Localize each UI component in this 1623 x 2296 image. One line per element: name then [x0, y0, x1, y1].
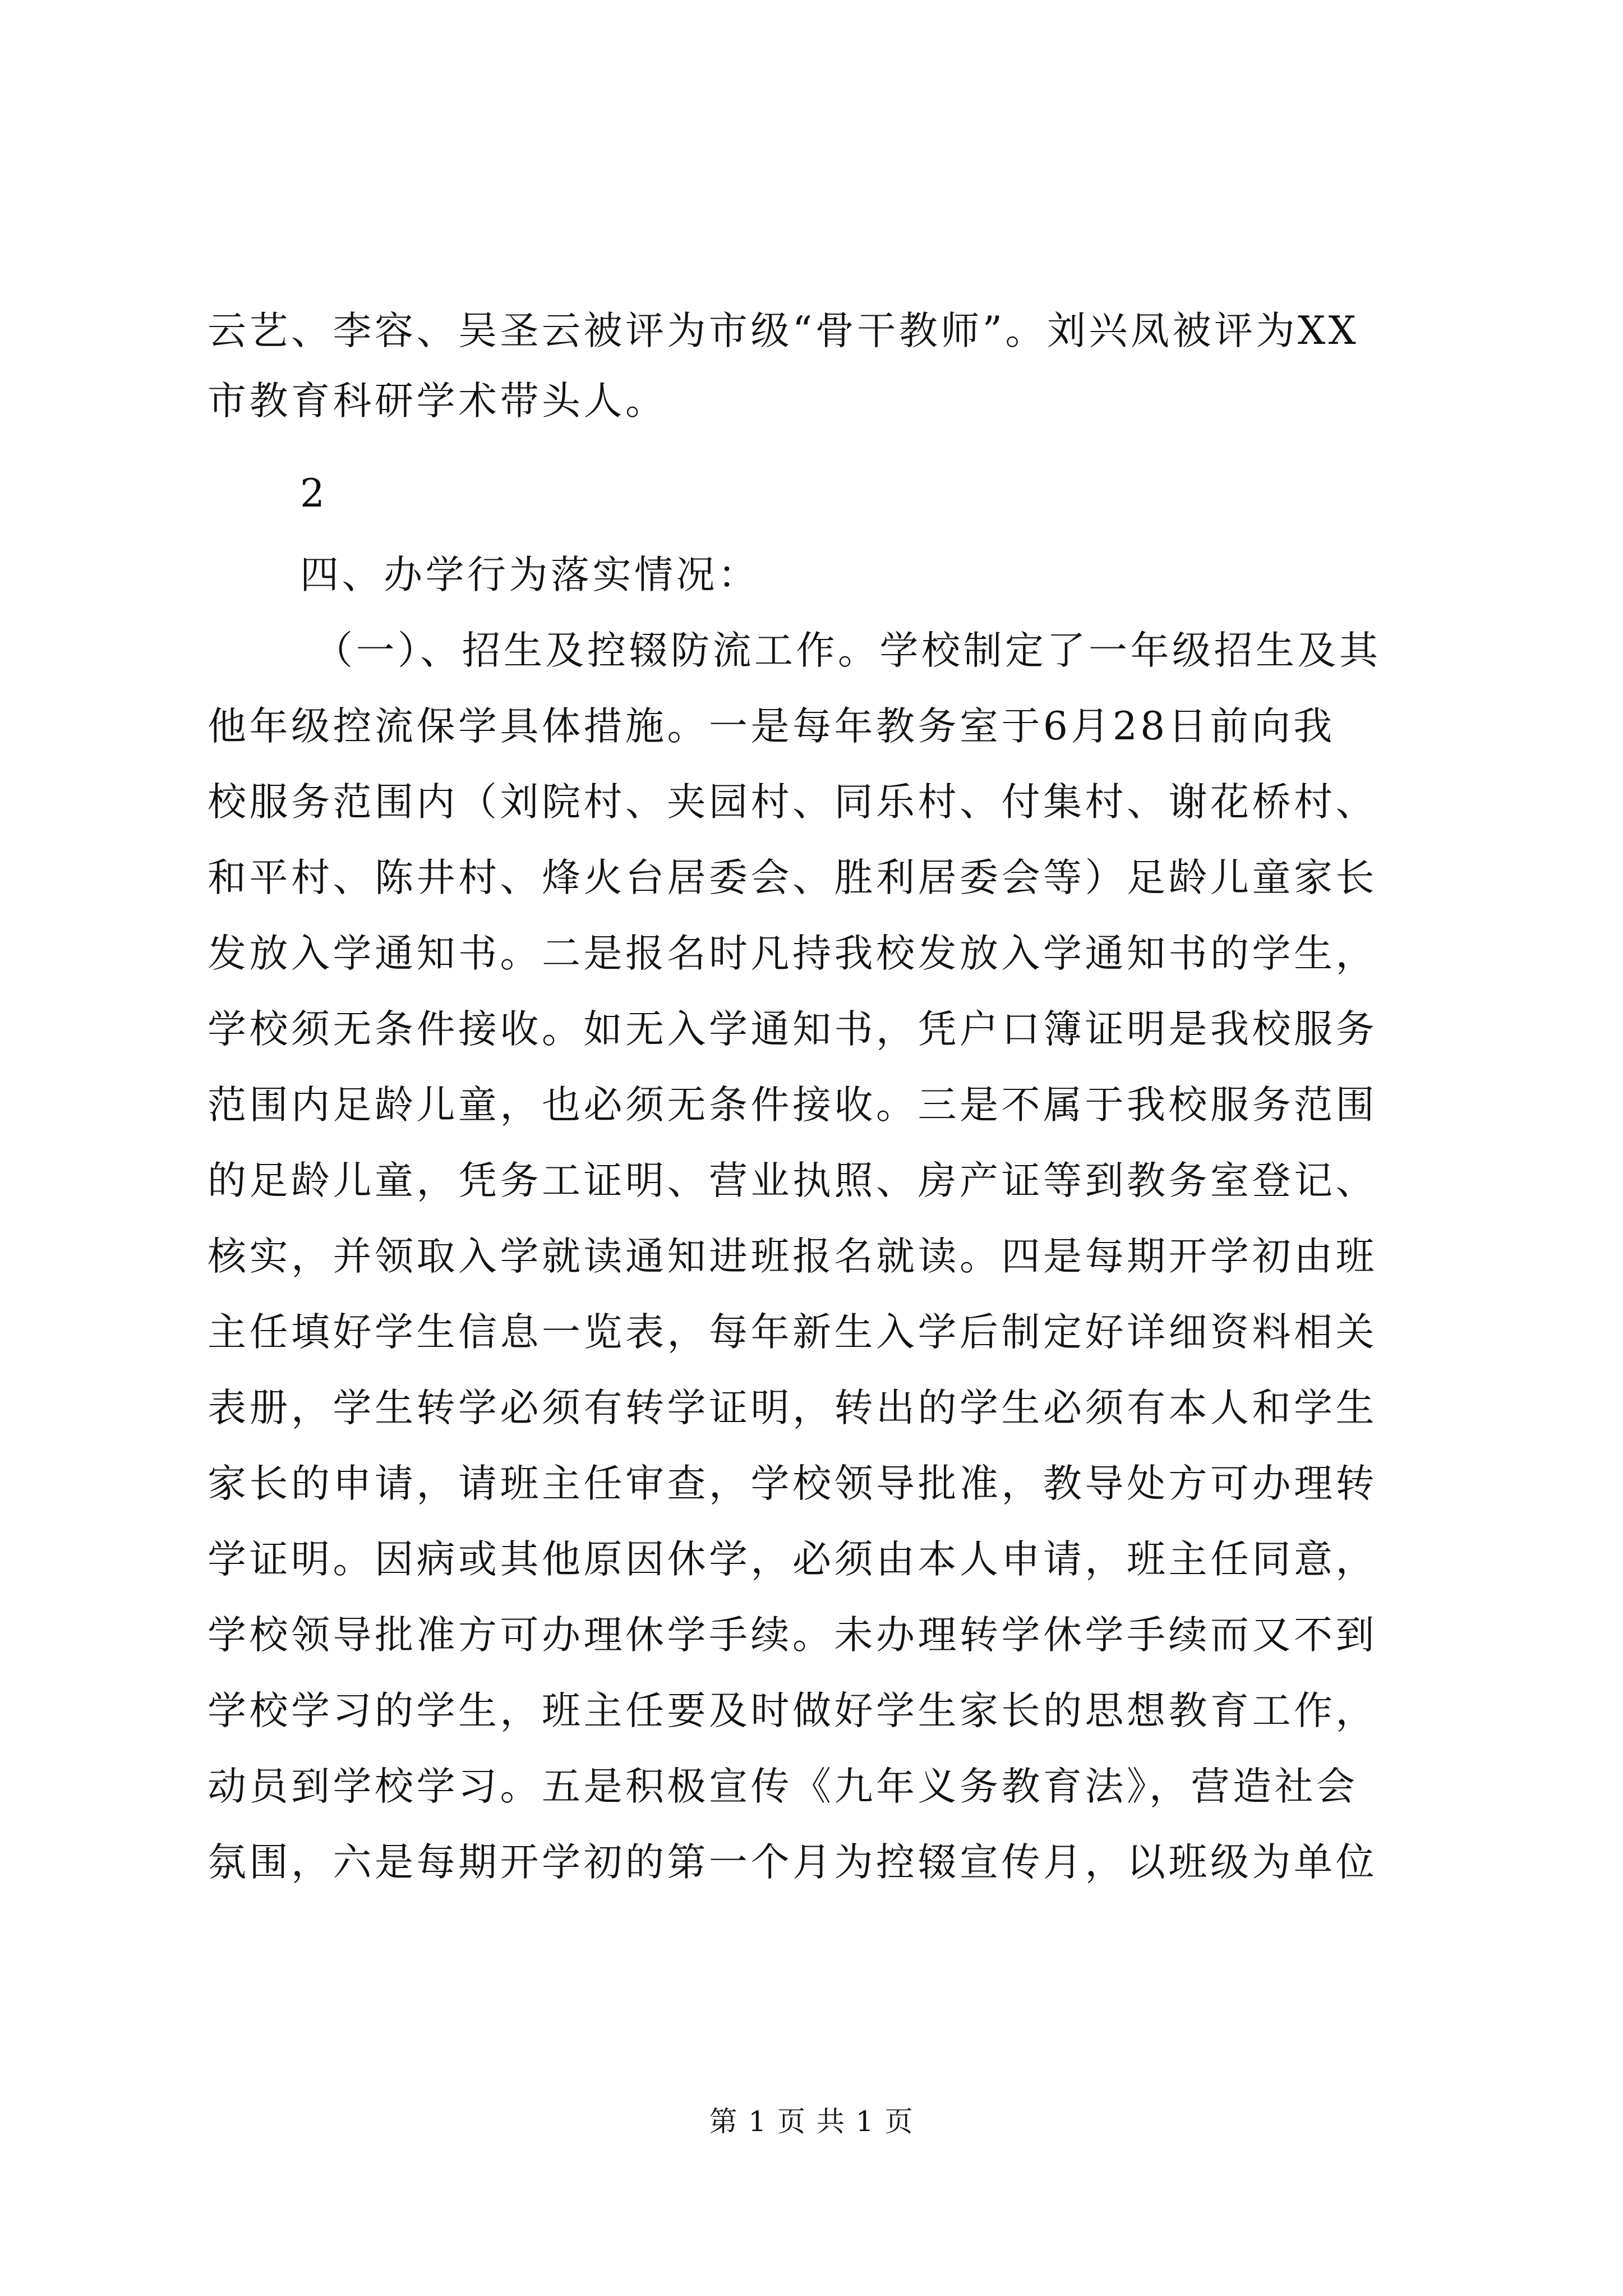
text-line: 学校学习的学生，班主任要及时做好学生家长的思想教育工作， [208, 1688, 1377, 1733]
text-line: 范围内足龄儿童，也必须无条件接收。三是不属于我校服务范围 [208, 1083, 1377, 1128]
text-line: 学证明。因病或其他原因休学，必须由本人申请，班主任同意， [208, 1537, 1377, 1582]
text-line: 市教育科研学术带头人。 [208, 379, 667, 424]
text-line: 和平村、陈井村、烽火台居委会、胜利居委会等）足龄儿童家长 [208, 855, 1377, 900]
text-line: 的足龄儿童，凭务工证明、营业执照、房产证等到教务室登记、 [208, 1158, 1377, 1203]
text-line: 学校须无条件接收。如无入学通知书，凭户口簿证明是我校服务 [208, 1007, 1377, 1052]
text-line: 表册，学生转学必须有转学证明，转出的学生必须有本人和学生 [208, 1386, 1377, 1430]
text-line: 他年级控流保学具体措施。一是每年教务室于6月28日前向我 [208, 704, 1335, 749]
section-heading: 四、办学行为落实情况： [300, 553, 760, 597]
text-line: 学校领导批准方可办理休学手续。未办理转学休学手续而又不到 [208, 1613, 1377, 1658]
text-line: 家长的申请，请班主任审查，学校领导批准，教导处方可办理转 [208, 1461, 1377, 1506]
text-line: （一）、招生及控辍防流工作。学校制定了一年级招生及其 [314, 628, 1381, 673]
text-line: 核实，并领取入学就读通知进班报名就读。四是每期开学初由班 [208, 1234, 1377, 1279]
text-line: 主任填好学生信息一览表，每年新生入学后制定好详细资料相关 [208, 1310, 1377, 1355]
text-line: 发放入学通知书。二是报名时凡持我校发放入学通知书的学生， [208, 931, 1377, 976]
page-number-marker: 2 [300, 471, 328, 516]
text-line: 氛围，六是每期开学初的第一个月为控辍宣传月，以班级为单位 [208, 1840, 1377, 1885]
text-line: 云艺、李容、吴圣云被评为市级“骨干教师”。刘兴凤被评为XX [208, 309, 1359, 353]
page-footer: 第 1 页 共 1 页 [709, 2105, 914, 2138]
text-line: 校服务范围内（刘院村、夹园村、同乐村、付集村、谢花桥村、 [208, 780, 1377, 825]
text-line: 动员到学校学习。五是积极宣传《九年义务教育法》，营造社会 [208, 1764, 1358, 1809]
